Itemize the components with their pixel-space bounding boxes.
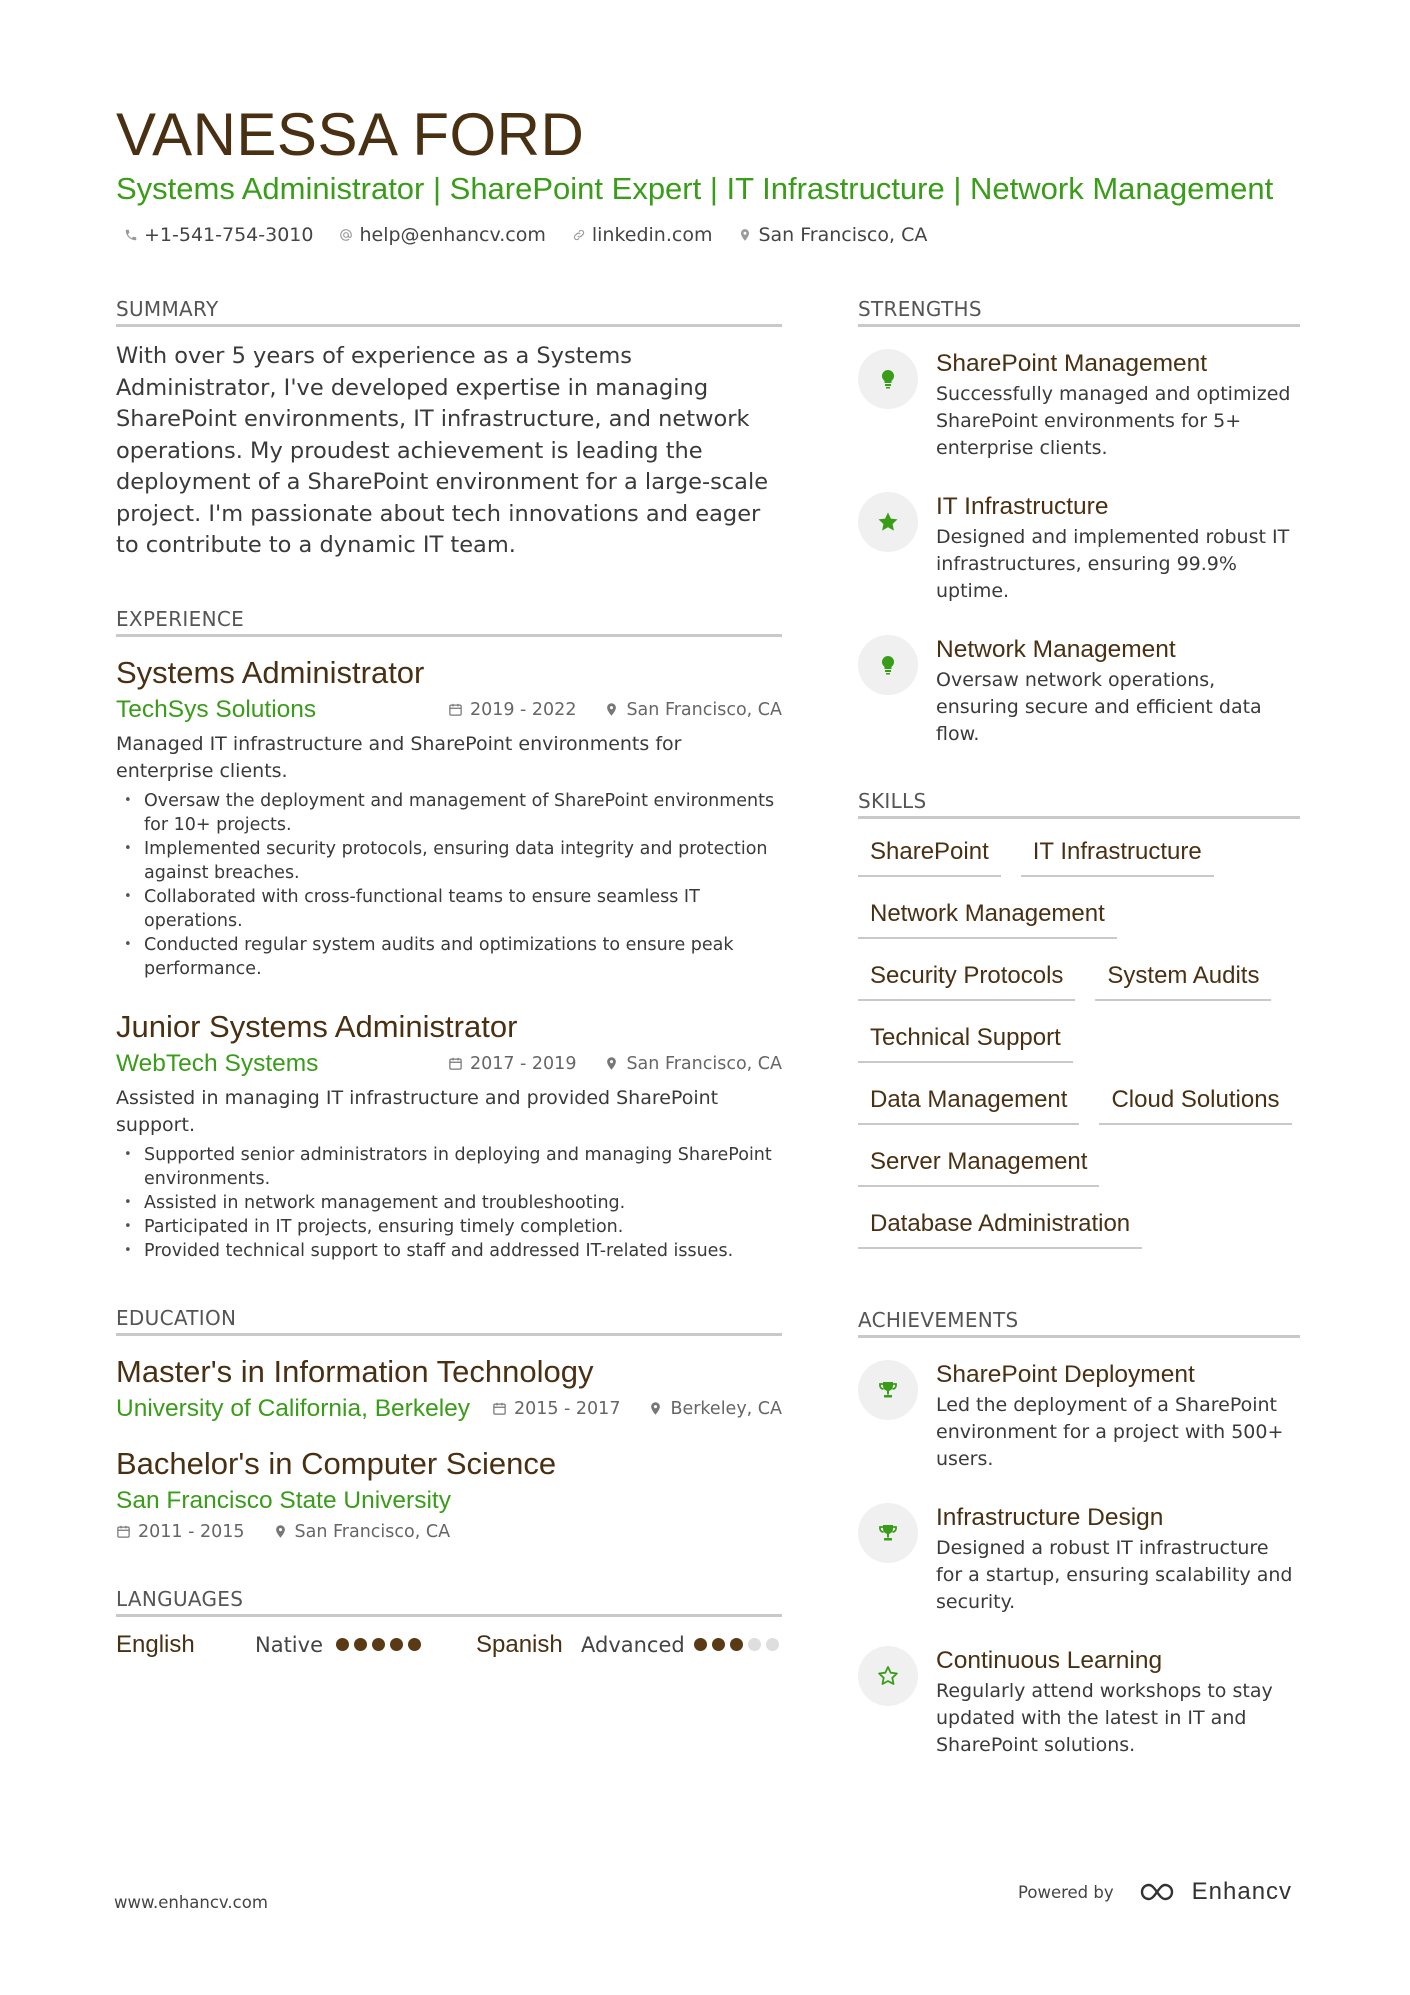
education-meta-row <box>116 1394 782 1424</box>
job-title: Systems Administrator <box>116 654 425 690</box>
rating-dot-filled <box>694 1638 707 1651</box>
strength-description: Oversaw network operations, ensuring secure and efficient data flow. <box>936 669 1262 745</box>
skill-tag: Technical Support <box>858 1023 1073 1063</box>
star-icon <box>876 510 900 534</box>
job-bullets <box>116 789 782 981</box>
strength-item <box>858 349 1300 462</box>
job-meta <box>448 700 782 720</box>
job-bullet: • Conducted regular system audits and optimizations to ensure peak performance. <box>116 933 782 981</box>
job-title: Junior Systems Administrator <box>116 1008 518 1044</box>
calendar-icon <box>492 1401 507 1416</box>
location-pin-icon <box>604 702 619 717</box>
brand-name: Enhancv <box>1191 1878 1293 1905</box>
contact-email[interactable] <box>339 224 545 246</box>
strength-body <box>936 635 1300 748</box>
education-section <box>116 1305 782 1542</box>
school-name: San Francisco State University <box>116 1486 451 1514</box>
strength-item <box>858 492 1300 605</box>
calendar-icon <box>116 1524 131 1539</box>
summary-section <box>116 296 782 562</box>
skills-section <box>858 788 1300 1249</box>
rating-dot-filled <box>354 1638 367 1651</box>
location-pin-icon <box>604 1056 619 1071</box>
job-entry <box>116 655 782 981</box>
job-location-text: San Francisco, CA <box>626 1053 782 1074</box>
job-description: Managed IT infrastructure and SharePoint environments for enterprise clients. <box>116 732 682 782</box>
education-dates <box>116 1522 245 1542</box>
education-location-text: San Francisco, CA <box>294 1521 451 1542</box>
section-title-achievements: ACHIEVEMENTS <box>858 1307 1300 1338</box>
lightbulb-icon <box>876 367 900 391</box>
achievement-description: Designed a robust IT infrastructure for a startup, ensuring scalability and security. <box>936 1537 1293 1613</box>
achievement-item <box>858 1646 1300 1759</box>
brand-logo[interactable] <box>1136 1878 1292 1906</box>
rating-dot-filled <box>390 1638 403 1651</box>
skill-tag: Data Management <box>858 1085 1079 1125</box>
job-bullet: • Implemented security protocols, ensuring data integrity and protection against breaches. <box>116 837 782 885</box>
skill-tag: Security Protocols <box>858 961 1075 1001</box>
achievement-title: Infrastructure Design <box>936 1504 1164 1531</box>
job-bullets <box>116 1143 782 1263</box>
skill-tag: Cloud Solutions <box>1099 1085 1291 1125</box>
job-meta-row <box>116 695 782 725</box>
section-title-summary: SUMMARY <box>116 296 782 327</box>
languages-section <box>116 1586 782 1659</box>
skill-tag: IT Infrastructure <box>1021 837 1214 877</box>
education-entry <box>116 1354 782 1424</box>
location-text: San Francisco, CA <box>758 224 928 246</box>
strength-item <box>858 635 1300 748</box>
job-bullet: • Provided technical support to staff and addressed IT-related issues. <box>116 1239 782 1263</box>
job-meta-row <box>116 1049 782 1079</box>
education-meta <box>492 1399 782 1419</box>
job-bullet: • Collaborated with cross-functional teams to ensure seamless IT operations. <box>116 885 782 933</box>
school-name: University of California, Berkeley <box>116 1394 471 1422</box>
job-location-text: San Francisco, CA <box>626 699 782 720</box>
language-name: Spanish <box>476 1630 563 1658</box>
languages-row <box>116 1631 782 1659</box>
education-location-text: Berkeley, CA <box>670 1398 782 1419</box>
location-pin-icon <box>738 228 752 242</box>
lightbulb-icon <box>876 653 900 677</box>
job-meta <box>448 1054 782 1074</box>
achievement-body <box>936 1503 1300 1616</box>
linkedin-text: linkedin.com <box>591 224 713 246</box>
trophy-icon <box>876 1378 900 1402</box>
contact-bar <box>124 224 927 246</box>
headline: Systems Administrator | SharePoint Expert | IT Infrastructure | Network Management <box>116 171 1274 206</box>
achievement-item <box>858 1360 1300 1473</box>
right-column <box>858 296 1300 1789</box>
job-location <box>604 700 782 720</box>
contact-linkedin[interactable] <box>572 224 713 246</box>
strength-description: Designed and implemented robust IT infrastructures, ensuring 99.9% uptime. <box>936 526 1290 602</box>
job-bullet: • Oversaw the deployment and management of SharePoint environments for 10+ projects. <box>116 789 782 837</box>
language-rating <box>694 1638 779 1651</box>
achievement-body <box>936 1360 1300 1473</box>
language-rating <box>336 1638 476 1651</box>
job-dates-text: 2019 - 2022 <box>469 699 577 720</box>
section-title-experience: EXPERIENCE <box>116 606 782 637</box>
footer-website[interactable]: www.enhancv.com <box>114 1893 268 1912</box>
strength-title: Network Management <box>936 636 1176 663</box>
job-location <box>604 1054 782 1074</box>
trophy-icon <box>876 1521 900 1545</box>
contact-phone[interactable] <box>124 224 313 246</box>
rating-dot-empty <box>766 1638 779 1651</box>
location-pin-icon <box>648 1401 663 1416</box>
education-entry <box>116 1446 782 1542</box>
education-location <box>648 1399 782 1419</box>
job-bullet: • Supported senior administrators in deploying and managing SharePoint environments. <box>116 1143 782 1191</box>
skill-tag: Database Administration <box>858 1209 1142 1249</box>
candidate-name: VANESSA FORD <box>116 101 585 168</box>
job-description: Assisted in managing IT infrastructure and provided SharePoint support. <box>116 1086 719 1136</box>
education-dates <box>492 1399 621 1419</box>
star-outline-icon <box>876 1664 900 1688</box>
language-level: Advanced <box>581 1632 685 1657</box>
powered-by-text: Powered by <box>1018 1882 1114 1902</box>
phone-icon <box>124 228 138 242</box>
strength-description: Successfully managed and optimized SharePoint environments for 5+ enterprise clients. <box>936 383 1291 459</box>
strength-icon-wrap <box>858 492 918 552</box>
contact-location <box>738 224 927 246</box>
strength-icon-wrap <box>858 349 918 409</box>
rating-dot-empty <box>748 1638 761 1651</box>
summary-text: With over 5 years of experience as a Systems Administrator, I've developed expertise in managing SharePoint environments, IT infrastructure, and network operations. My proudest achievement is leading the deployment of a SharePoint environment for a large-scale project. I'm passionate about tech innovations and eager to contribute to a dynamic IT team. <box>116 343 769 558</box>
achievement-icon-wrap <box>858 1503 918 1563</box>
strength-title: IT Infrastructure <box>936 493 1109 520</box>
skills-list <box>858 837 1300 1249</box>
skill-tag: System Audits <box>1095 961 1271 1001</box>
degree-title: Master's in Information Technology <box>116 1353 594 1389</box>
achievement-description: Regularly attend workshops to stay updated with the latest in IT and SharePoint solutions. <box>936 1680 1273 1756</box>
job-dates-text: 2017 - 2019 <box>469 1053 577 1074</box>
achievement-icon-wrap <box>858 1646 918 1706</box>
skill-tag: SharePoint <box>858 837 1001 877</box>
footer-branding <box>1018 1878 1292 1906</box>
rating-dot-filled <box>730 1638 743 1651</box>
company-name: TechSys Solutions <box>116 695 317 723</box>
phone-text: +1-541-754-3010 <box>144 224 314 246</box>
calendar-icon <box>448 1056 463 1071</box>
section-title-languages: LANGUAGES <box>116 1586 782 1617</box>
job-bullet: • Participated in IT projects, ensuring timely completion. <box>116 1215 782 1239</box>
education-location <box>273 1522 451 1542</box>
strength-body <box>936 349 1300 462</box>
strength-body <box>936 492 1300 605</box>
achievement-title: SharePoint Deployment <box>936 1361 1195 1388</box>
job-dates <box>448 700 577 720</box>
language-level: Native <box>255 1632 323 1657</box>
rating-dot-filled <box>712 1638 725 1651</box>
skill-tag: Network Management <box>858 899 1117 939</box>
company-name: WebTech Systems <box>116 1049 319 1077</box>
degree-title: Bachelor's in Computer Science <box>116 1445 557 1481</box>
education-dates-text: 2015 - 2017 <box>513 1398 621 1419</box>
achievement-item <box>858 1503 1300 1616</box>
rating-dot-filled <box>336 1638 349 1651</box>
strength-icon-wrap <box>858 635 918 695</box>
left-column <box>116 296 782 1659</box>
achievement-description: Led the deployment of a SharePoint environment for a project with 500+ users. <box>936 1394 1284 1470</box>
section-title-strengths: STRENGTHS <box>858 296 1300 327</box>
language-name: English <box>116 1630 195 1658</box>
enhancv-logo-icon <box>1136 1880 1182 1904</box>
location-pin-icon <box>273 1524 288 1539</box>
section-title-skills: SKILLS <box>858 788 1300 819</box>
email-text: help@enhancv.com <box>359 224 546 246</box>
job-dates <box>448 1054 577 1074</box>
achievements-section <box>858 1307 1300 1759</box>
at-icon <box>339 228 353 242</box>
education-dates-text: 2011 - 2015 <box>138 1521 245 1542</box>
rating-dot-filled <box>372 1638 385 1651</box>
job-entry <box>116 1009 782 1263</box>
section-title-education: EDUCATION <box>116 1305 782 1336</box>
strength-title: SharePoint Management <box>936 350 1208 377</box>
rating-dot-filled <box>408 1638 421 1651</box>
achievement-title: Continuous Learning <box>936 1647 1163 1674</box>
strengths-section <box>858 296 1300 748</box>
link-icon <box>572 228 586 242</box>
skill-tag: Server Management <box>858 1147 1099 1187</box>
achievement-icon-wrap <box>858 1360 918 1420</box>
achievement-body <box>936 1646 1300 1759</box>
job-bullet: • Assisted in network management and troubleshooting. <box>116 1191 782 1215</box>
calendar-icon <box>448 702 463 717</box>
education-meta <box>116 1522 782 1542</box>
experience-section <box>116 606 782 1263</box>
